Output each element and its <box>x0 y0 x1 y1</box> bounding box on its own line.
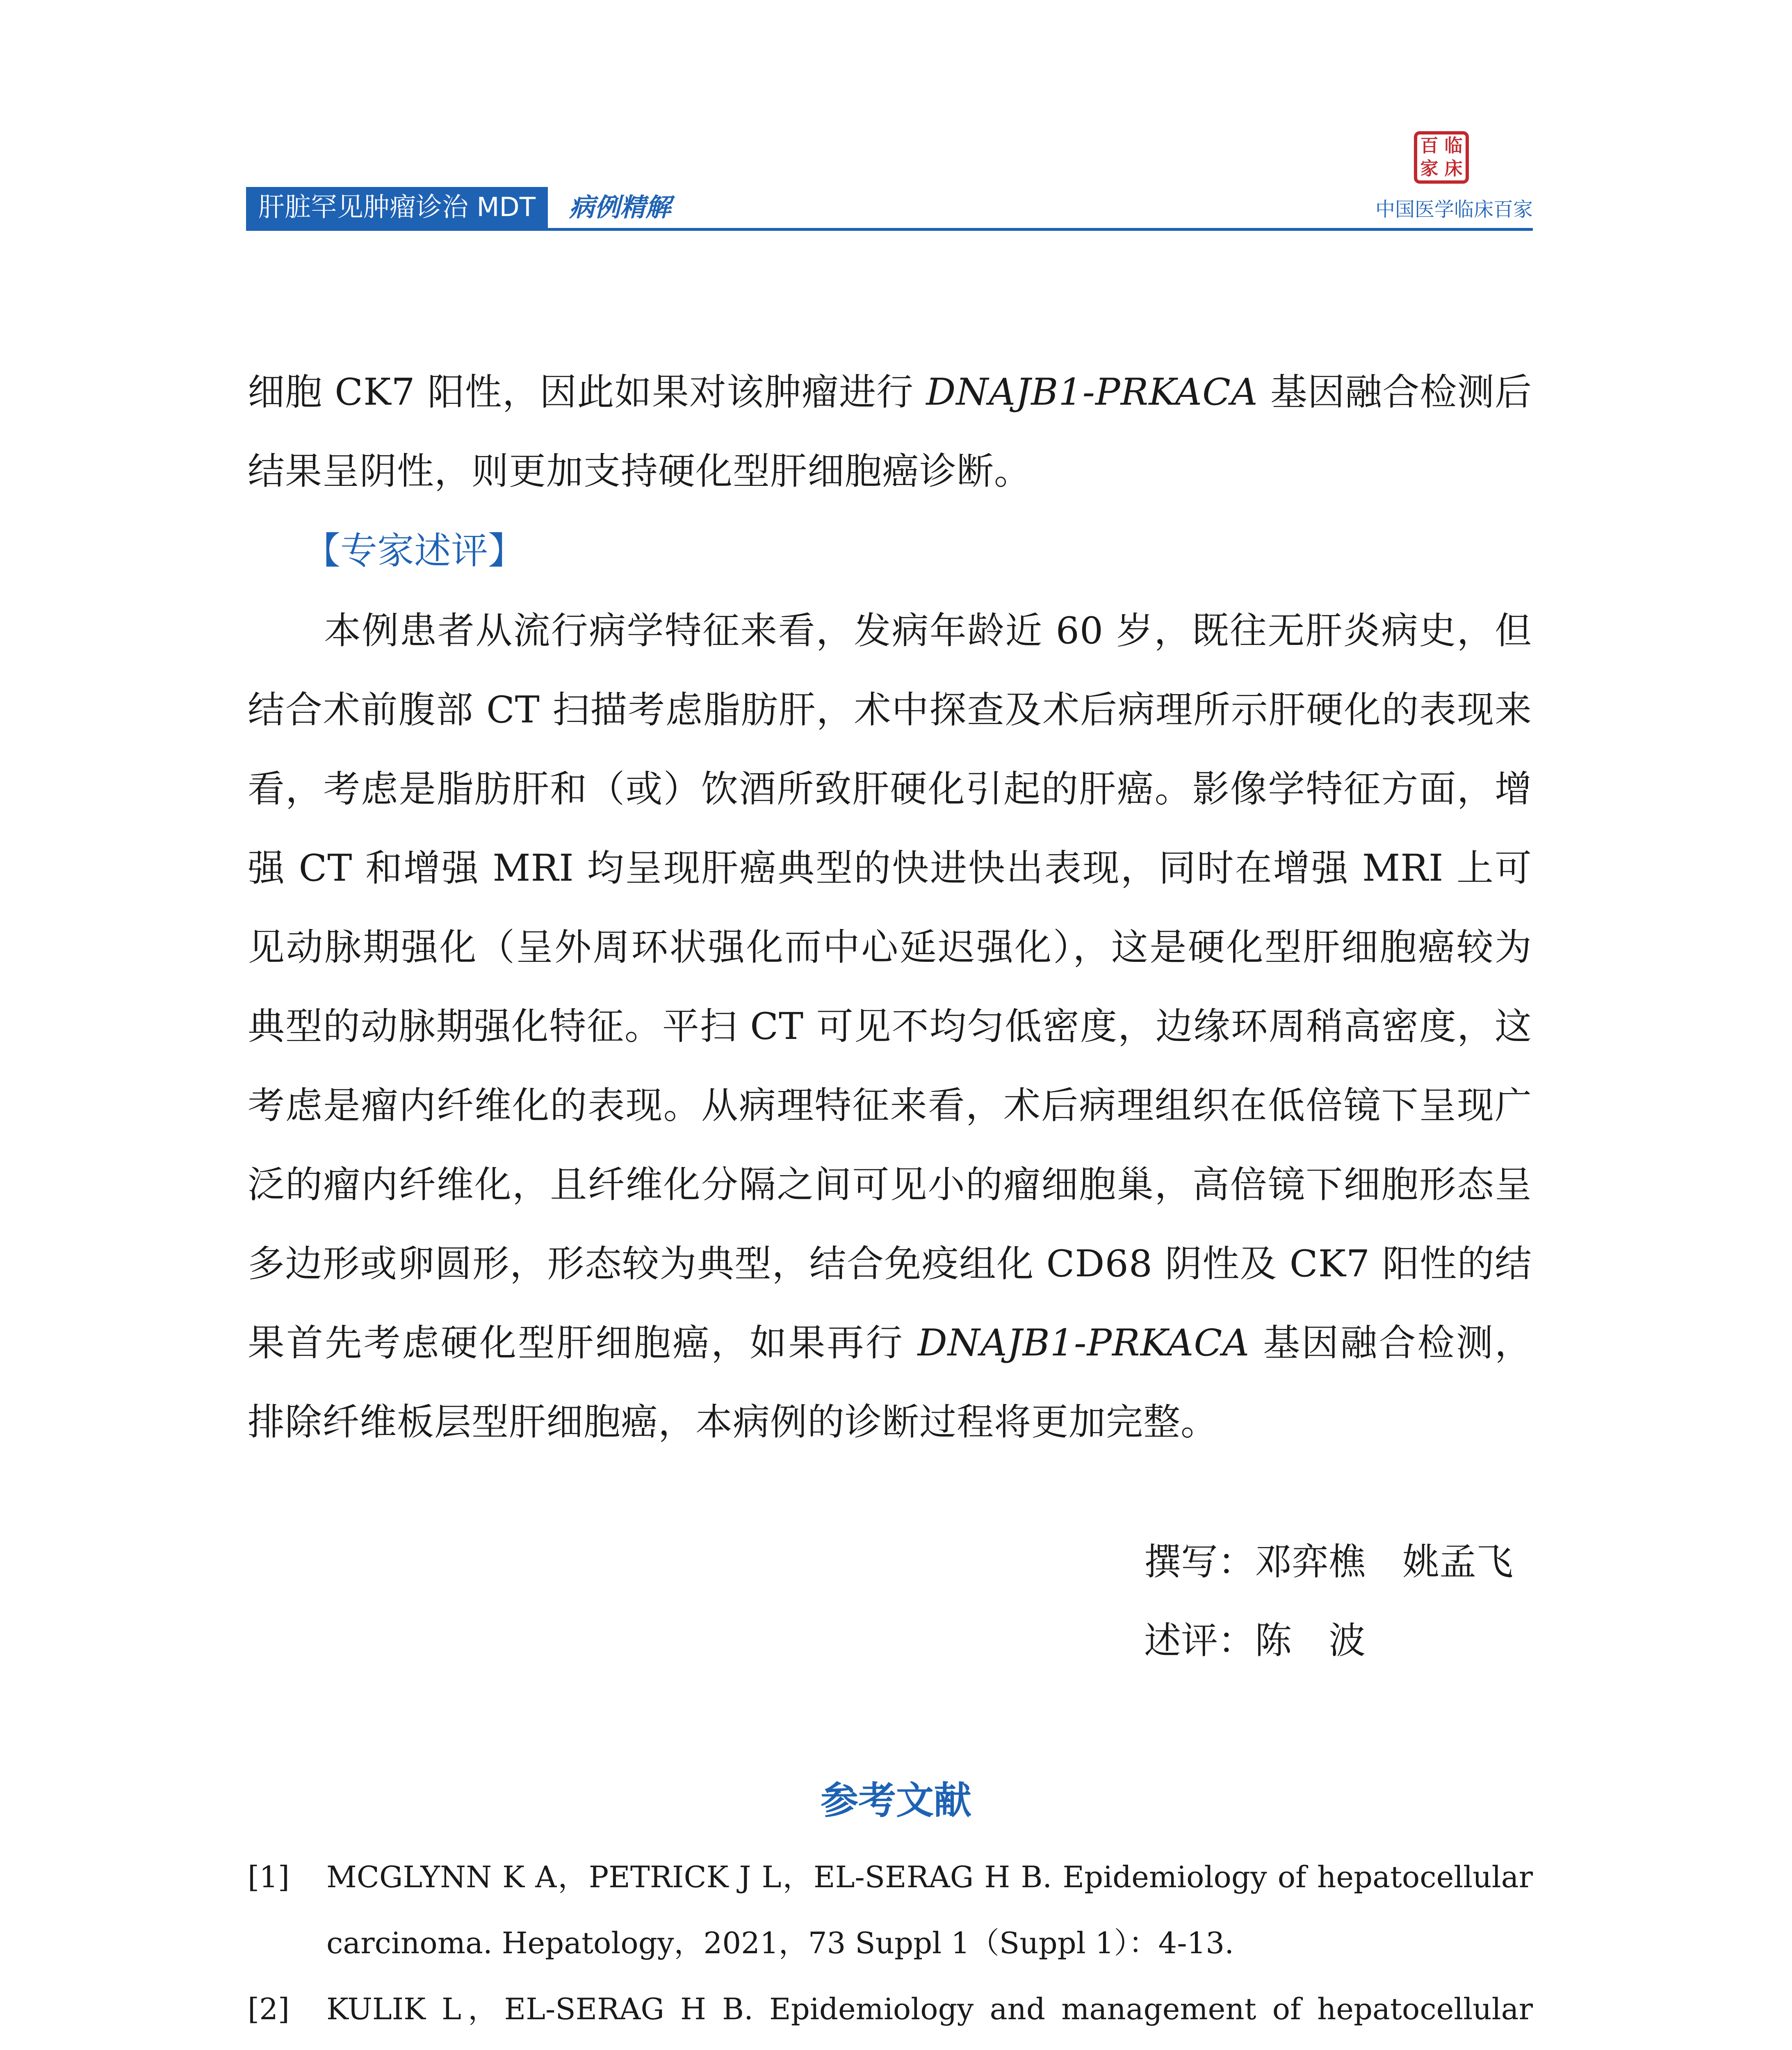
header-rule <box>246 228 1533 231</box>
gene-name: DNAJB1-PRKACA <box>917 1321 1250 1364</box>
brand-text: 中国医学临床百家 <box>1375 198 1533 221</box>
paragraph-continued <box>248 353 1532 511</box>
series-title: 肝脏罕见肿瘤诊治 MDT <box>246 187 548 228</box>
expert-review-heading: 【专家述评】 <box>303 529 525 572</box>
review-line: 述评：陈 波 <box>1144 1619 1366 1662</box>
reference-number: [1] <box>248 1860 290 1894</box>
publisher-seal-logo <box>1414 131 1469 184</box>
paragraph-text: 基因融合检测，排除纤维板层型肝细胞癌，本病例的诊断过程将更加完整。 <box>248 1321 1532 1444</box>
paragraph-text: 本例患者从流行病学特征来看，发病年龄近 60 岁，既往无肝炎病史，但结合术前腹部 CT 扫描考虑脂肪肝，术中探查及术后病理所示肝硬化的表现来看，考虑是脂肪肝和（或）饮酒所致肝硬化引起的肝癌。影像学特征方面，增强 CT 和增强 MRI 均呈现肝癌典型的快进快出表现，同时在增强 MRI 上可见动脉期强化（呈外周环状强化而中心延迟强化），这是硬化型肝细胞癌较为典型的动脉期强化特征。平扫 CT 可见不均匀低密度，边缘环周稍高密度，这考虑是瘤内纤维化的表现。从病理特征来看，术后病理组织在低倍镜下呈现广泛的瘤内纤维化，且纤维化分隔之间可见小的瘤细胞巢，高倍镜下细胞形态呈多边形或卵圆形，形态较为典型，结合免疫组化 CD68 阴性及 CK7 阳性的结果首先考虑硬化型肝细胞癌，如果再行 <box>248 609 1532 1364</box>
paragraph-text: 基因融合检测后结果呈阴性，则更加支持硬化型肝细胞癌诊断。 <box>248 371 1532 493</box>
expert-review-paragraph <box>248 591 1532 1462</box>
author-line: 撰写：邓弈樵 姚孟飞 <box>1144 1540 1513 1583</box>
running-header <box>246 187 671 228</box>
seal-char: 百 <box>1420 135 1439 156</box>
reference-item <box>248 1844 1533 1976</box>
reference-text: KULIK L，EL-SERAG H B. Epidemiology and management of hepatocellular <box>326 1992 1533 2026</box>
paragraph-text: 细胞 CK7 阳性，因此如果对该肿瘤进行 <box>248 371 926 414</box>
reference-number: [2] <box>248 1992 290 2026</box>
gene-name: DNAJB1-PRKACA <box>926 371 1258 414</box>
section-subtitle: 病例精解 <box>569 192 671 222</box>
references-title: 参考文献 <box>820 1779 971 1822</box>
reference-text: MCGLYNN K A，PETRICK J L，EL-SERAG H B. Epidemiology of hepatocellular carcinoma. Hepatology，2021，73 Suppl 1（Suppl 1）：4-13. <box>326 1860 1533 1960</box>
seal-char: 家 <box>1420 158 1439 179</box>
seal-char: 临 <box>1444 135 1463 156</box>
seal-char: 床 <box>1444 158 1463 179</box>
reference-item <box>248 1976 1533 2050</box>
